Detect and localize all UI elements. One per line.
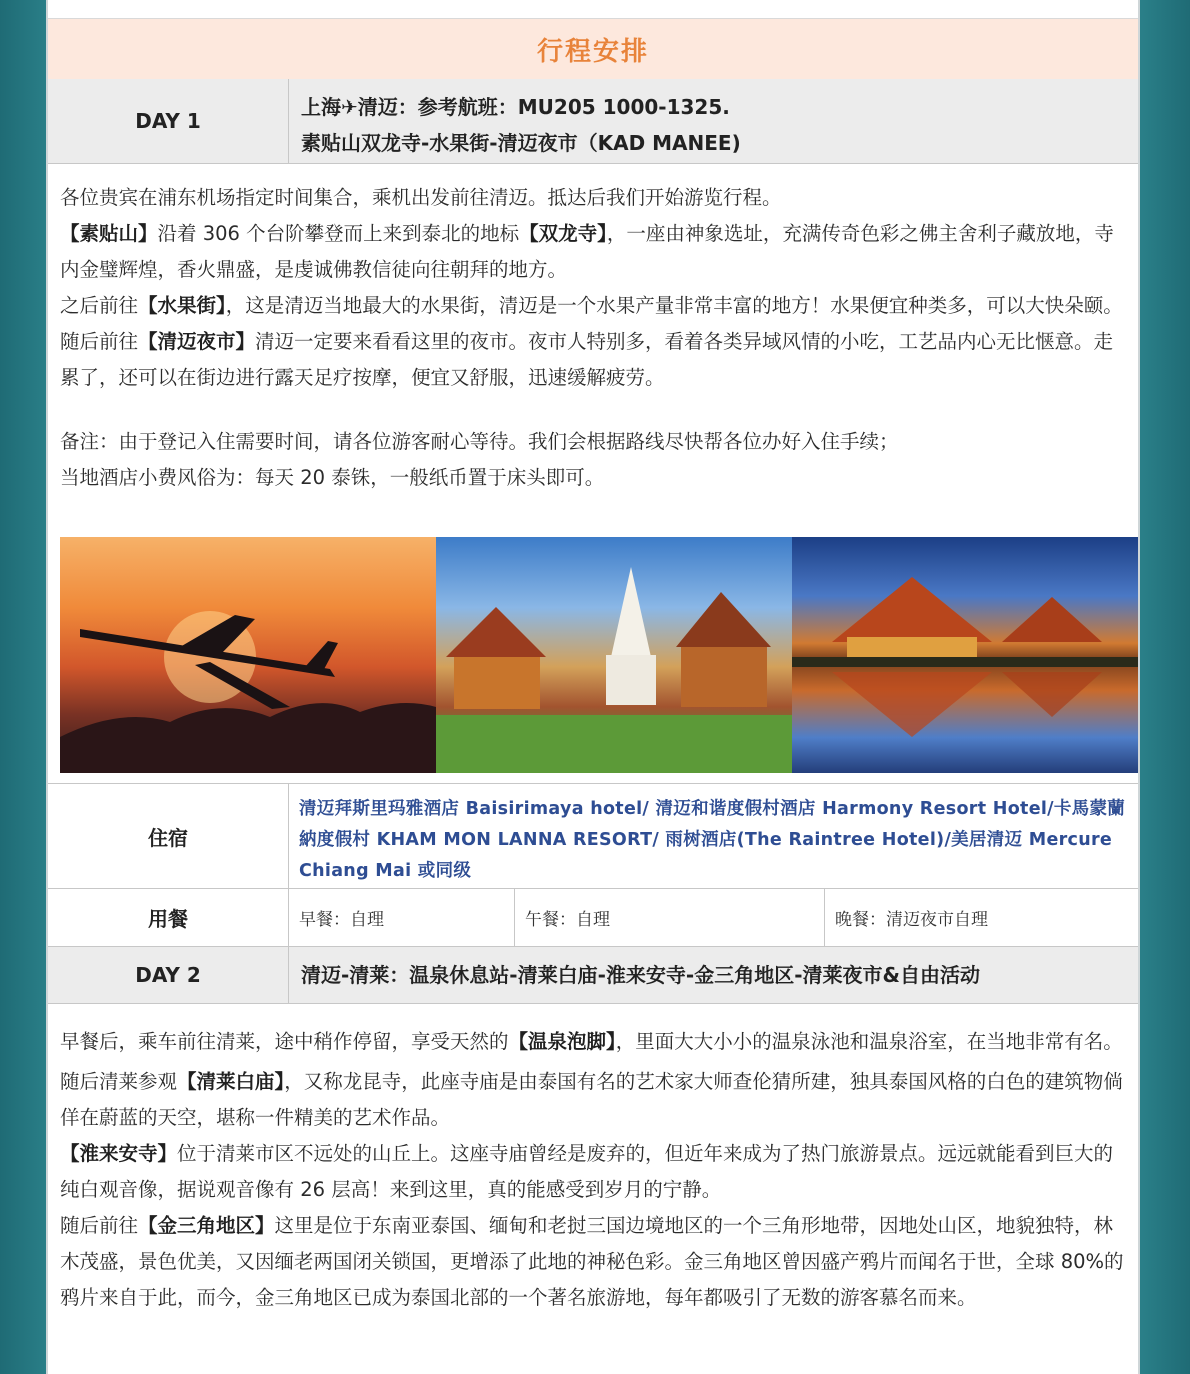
spot-fruit-street: 【水果街】 <box>138 294 226 317</box>
meals-label: 用餐 <box>48 889 289 946</box>
spot-white-temple: 【清莱白庙】 <box>177 1070 285 1093</box>
day2-p2-text2: ，又称龙昆寺，此座寺庙是由泰国有名的艺术家大师查伦猜所建，独具泰国风格的白色的建筑物倘佯在蔚蓝的天空，堪称一件精美的艺术作品。 <box>60 1070 1123 1129</box>
day2-p4-text2: 这里是位于东南亚泰国、缅甸和老挝三国边境地区的一个三角形地带，因地处山区，地貌独特，林木茂盛，景色优美，又因缅老两国闭关锁国，更增添了此地的神秘色彩。金三角地区曾因盛产鸦片而闻名于世，全球 80%的鸦片来自于此，而今，金三角地区已成为泰国北部的一个著名旅游地，每年都吸引了无数的游客慕名而来。 <box>60 1214 1124 1309</box>
airplane-icon <box>60 537 436 773</box>
day1-p3-text1: 之后前往 <box>60 294 139 317</box>
meal-dinner: 晚餐：清迈夜市自理 <box>835 910 988 930</box>
itinerary-title: 行程安排 <box>48 18 1138 80</box>
photo-strip <box>60 537 1138 773</box>
lodging-hotels: 清迈拜斯里玛雅酒店 Baisirimaya hotel/ 清迈和谐度假村酒店 Harmony Resort Hotel/卡馬蒙蘭納度假村 KHAM MON LANNA RESORT/ 雨树酒店(The Raintree Hotel)/美居清迈 Mercure Chiang Mai 或同级 <box>299 799 1126 881</box>
day1-paragraph-3 <box>60 288 1130 324</box>
day2-p1-text1: 早餐后，乘车前往清莱，途中稍作停留，享受天然的 <box>60 1030 509 1053</box>
lodging-label: 住宿 <box>48 784 289 888</box>
itinerary-sheet <box>46 0 1140 1374</box>
temple-reflection-photo <box>792 537 1138 773</box>
spot-golden-triangle: 【金三角地区】 <box>138 1214 275 1237</box>
day1-note-2: 当地酒店小费风俗为：每天 20 泰铢，一般纸币置于床头即可。 <box>60 466 605 489</box>
day1-description <box>60 180 1130 496</box>
day2-p2-text1: 随后清莱参观 <box>60 1070 178 1093</box>
temple-reflection-icon <box>792 537 1138 773</box>
meal-breakfast: 早餐：自理 <box>289 889 515 946</box>
spot-night-market: 【清迈夜市】 <box>138 330 256 353</box>
spot-hot-spring: 【温泉泡脚】 <box>508 1030 616 1053</box>
thai-temple-stupa-photo <box>436 537 792 773</box>
day1-title-line1: 上海✈清迈：参考航班：MU205 1000-1325. <box>301 95 730 119</box>
day1-label: DAY 1 <box>48 79 289 163</box>
day2-paragraph-3 <box>60 1136 1130 1208</box>
day1-p4-text1: 随后前往 <box>60 330 139 353</box>
day1-p2-text1: 沿着 306 个台阶攀登而上来到泰北的地标 <box>157 222 520 245</box>
day2-paragraph-2 <box>60 1064 1130 1136</box>
day1-p3-text2: ，这是清迈当地最大的水果街，清迈是一个水果产量非常丰富的地方！水果便宜种类多，可以大快朵颐。 <box>225 294 1123 317</box>
day2-label: DAY 2 <box>48 947 289 1003</box>
day1-header-row <box>48 79 1138 164</box>
day1-paragraph-1: 各位贵宾在浦东机场指定时间集合，乘机出发前往清迈。抵达后我们开始游览行程。 <box>60 186 782 209</box>
day2-title: 清迈-清莱：温泉休息站-清莱白庙-淮来安寺-金三角地区-清莱夜市&自由活动 <box>301 963 980 987</box>
spot-huai-pla-kang: 【淮来安寺】 <box>60 1142 178 1165</box>
day2-p3-text1: 位于清莱市区不远处的山丘上。这座寺庙曾经是废弃的，但近年来成为了热门旅游景点。远远就能看到巨大的纯白观音像，据说观音像有 26 层高！来到这里，真的能感受到岁月的宁静。 <box>60 1142 1114 1201</box>
meals-row <box>48 889 1138 947</box>
day2-paragraph-1 <box>60 1020 1130 1064</box>
spot-suthep: 【素贴山】 <box>60 222 158 245</box>
day1-paragraph-4 <box>60 324 1130 396</box>
day1-note-1: 备注：由于登记入住需要时间，请各位游客耐心等待。我们会根据路线尽快帮各位办好入住手续； <box>60 430 899 453</box>
airplane-sunset-photo <box>60 537 436 773</box>
day2-paragraph-4 <box>60 1208 1130 1316</box>
temple-stupa-icon <box>436 537 792 773</box>
meal-lunch: 午餐：自理 <box>515 889 825 946</box>
day2-description <box>60 1020 1130 1316</box>
lodging-row <box>48 783 1138 889</box>
day1-p2-text2: ，一座由神象选址，充满传奇色彩之佛主舍利子藏放地，寺内金璧辉煌，香火鼎盛，是虔诚佛教信徒向往朝拜的地方。 <box>60 222 1114 281</box>
day2-p1-text2: ，里面大大小小的温泉泳池和温泉浴室，在当地非常有名。 <box>615 1030 1123 1053</box>
spot-doi-suthep-temple: 【双龙寺】 <box>519 222 607 245</box>
day1-paragraph-2 <box>60 216 1130 288</box>
day1-title <box>289 79 1138 163</box>
day2-header-row <box>48 947 1138 1004</box>
day1-p4-text2: 清迈一定要来看看这里的夜市。夜市人特别多，看着各类异域风情的小吃，工艺品内心无比惬意。走累了，还可以在街边进行露天足疗按摩，便宜又舒服，迅速缓解疲劳。 <box>60 330 1114 389</box>
day1-title-line2: 素贴山双龙寺-水果街-清迈夜市（KAD MANEE) <box>301 131 741 155</box>
day2-p4-text1: 随后前往 <box>60 1214 139 1237</box>
